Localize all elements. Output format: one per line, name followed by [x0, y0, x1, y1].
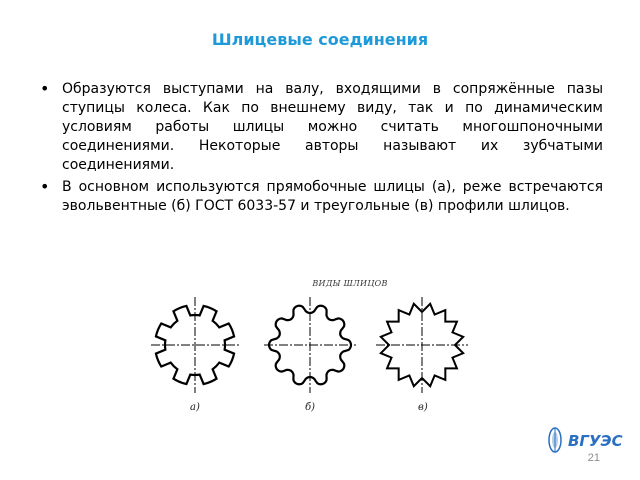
university-logo [546, 425, 626, 455]
bullet-list [38, 80, 603, 219]
figure-label-b: б) [305, 402, 316, 413]
logo-emblem-icon [549, 428, 561, 452]
logo-text: ВГУЭС [568, 432, 623, 450]
figure-caption: ВИДЫ ШЛИЦОВ [312, 279, 388, 288]
straight-spline-gear-drawing [151, 297, 239, 393]
bullet-item: • Образуются выступами на валу, входящими в сопряжённые пазы ступицы колеса. Как по внешнему виду, так и по динамическим условиям работы шлицы можно считать многошпоночными соединениями. Некоторые авторы называют их зубчатыми соединениями. [38, 80, 603, 175]
slide-title: Шлицевые соединения [211, 30, 429, 49]
page-number: 21 [587, 452, 600, 464]
spline-profiles-figure [150, 290, 480, 420]
figure-label-c: в) [418, 402, 428, 413]
triangular-spline-gear-drawing [376, 297, 468, 393]
bullet-item: • В основном используются прямобочные шлицы (а), реже встречаются эвольвентные (б) ГОСТ 6033-57 и треугольные (в) профили шлицов. [38, 178, 603, 216]
figure-label-a: а) [190, 402, 200, 413]
involute-spline-gear-drawing [264, 297, 356, 393]
